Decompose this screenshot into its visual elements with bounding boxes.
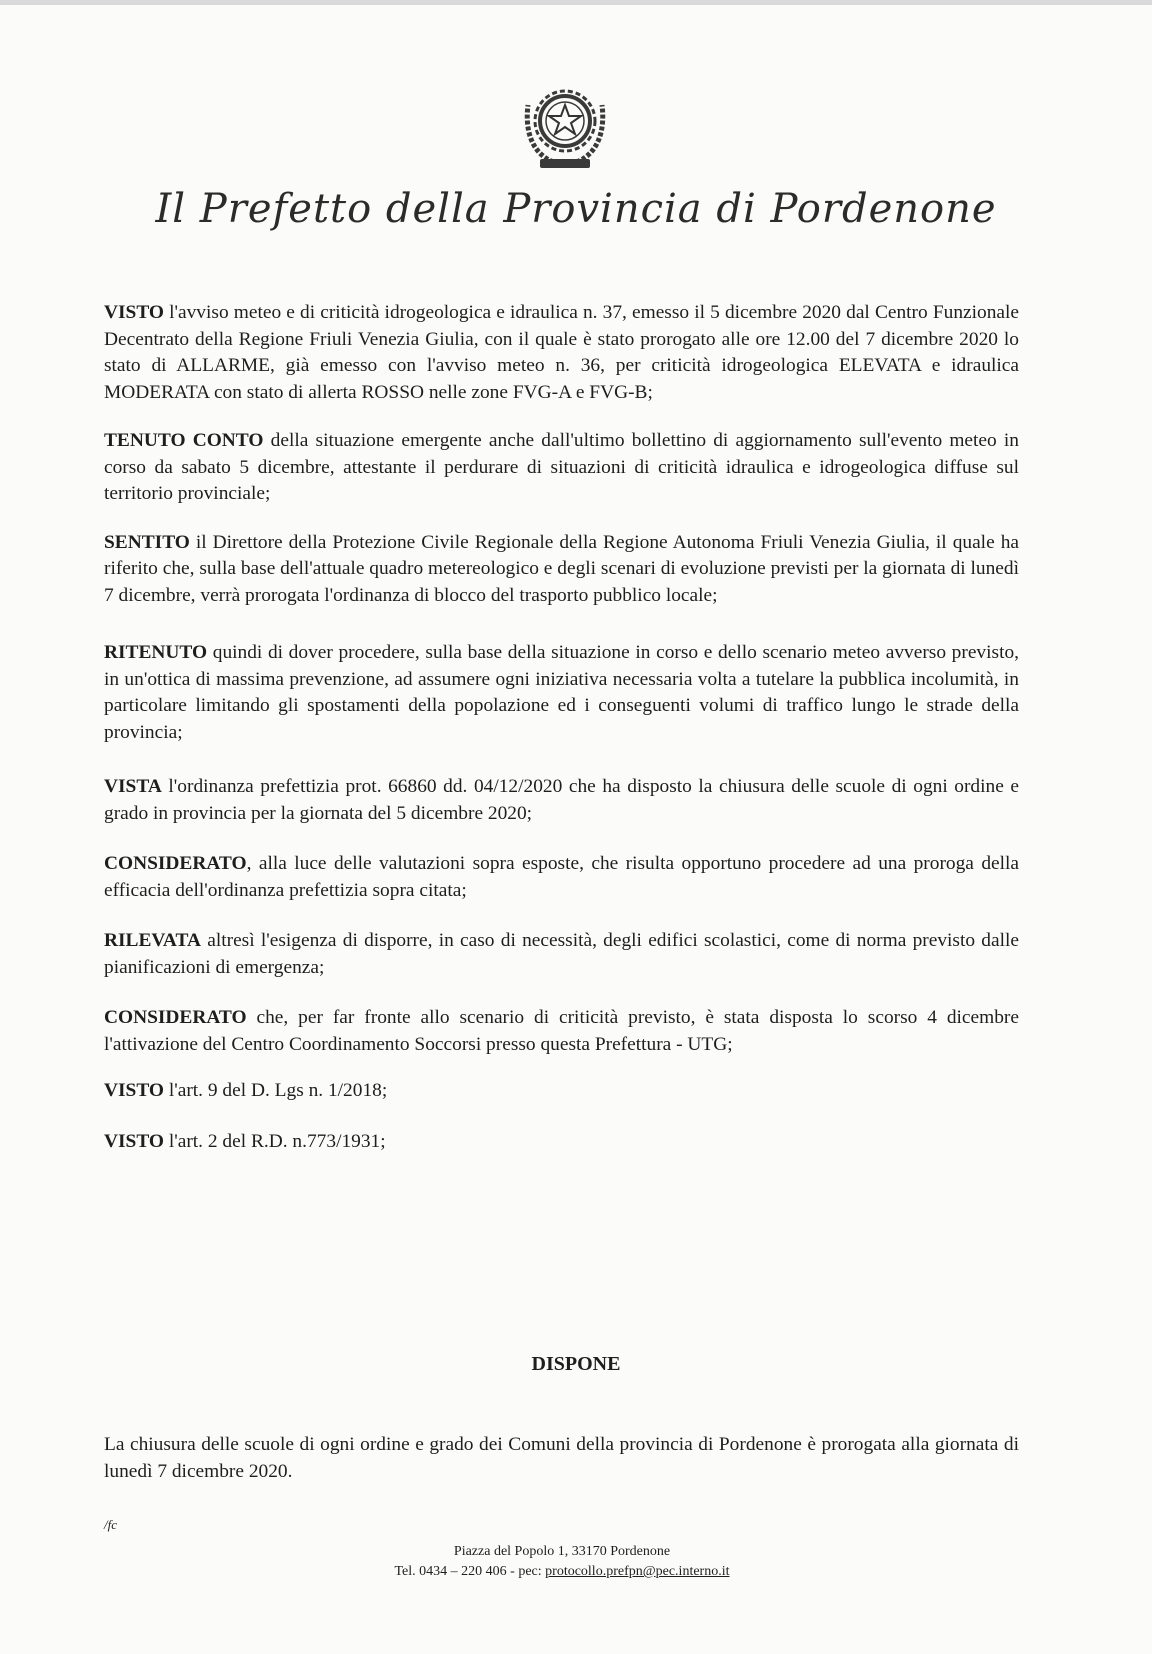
dispone-heading: DISPONE — [531, 1353, 621, 1375]
paragraph-vista-ordinanza: VISTA l'ordinanza prefettizia prot. 66860 dd. 04/12/2020 che ha disposto la chiusura delle scuole di ogni ordine e grado in provincia per la giornata del 5 dicembre 2020; — [104, 776, 1019, 824]
paragraph-tenuto-conto: TENUTO CONTO della situazione emergente anche dall'ultimo bollettino di aggiornamento sull'evento meteo in corso da sabato 5 dicembre, attestante il perdurare di situazioni di criticità idraulica e idrogeologica diffuse sul territorio provinciale; — [104, 430, 1019, 504]
paragraph-considerato-ccs: CONSIDERATO che, per far fronte allo scenario di criticità previsto, è stata disposta lo scorso 4 dicembre l'attivazione del Centro Coordinamento Soccorsi presso questa Prefettura - UTG; — [104, 1007, 1019, 1055]
paragraph-sentito: SENTITO il Direttore della Protezione Civile Regionale della Regione Autonoma Friuli Venezia Giulia, il quale ha riferito che, sulla base dell'attuale quadro metereologico e degli scenari di evoluzione previsti per la giornata di lunedì 7 dicembre, verrà prorogata l'ordinanza di blocco del trasporto pubblico locale; — [104, 531, 1019, 606]
paragraph-rilevata: RILEVATA altresì l'esigenza di disporre, in caso di necessità, degli edifici scolastici, come di norma previsto dalle pianificazioni di emergenza; — [104, 930, 1019, 978]
repubblica-italiana-emblem-icon — [518, 75, 612, 175]
paragraph-considerato-proroga: CONSIDERATO, alla luce delle valutazioni sopra esposte, che risulta opportuno procedere ad una proroga della efficacia dell'ordinanza prefettizia sopra citata; — [104, 853, 1019, 901]
prefect-heading: Il Prefetto della Provincia di Pordenone — [155, 186, 997, 232]
footer-contacts — [0, 1542, 1124, 1582]
dispone-text: La chiusura delle scuole di ogni ordine e grado dei Comuni della provincia di Pordenone è prorogata alla giornata di lunedì 7 dicembre 2020. — [104, 1434, 1019, 1482]
footer-phone-line — [0, 1562, 1124, 1582]
document-body — [104, 300, 1019, 1155]
paragraph-visto-avviso: VISTO l'avviso meteo e di criticità idrogeologica e idraulica n. 37, emesso il 5 dicembre 2020 dal Centro Funzionale Decentrato della Regione Friuli Venezia Giulia, con il quale è stato prorogato alle ore 12.00 del 7 dicembre 2020 lo stato di ALLARME, già emesso con l'avviso meteo n. 36, per criticità idrogeologica ELEVATA e idraulica MODERATA con stato di allerta ROSSO nelle zone FVG-A e FVG-B; — [104, 302, 1019, 403]
top-border — [0, 0, 1152, 5]
pec-email-link[interactable]: protocollo.prefpn@pec.interno.it — [545, 1564, 730, 1579]
author-initials: /fc — [104, 1517, 117, 1532]
paragraph-visto-rd: VISTO l'art. 2 del R.D. n.773/1931; — [104, 1130, 386, 1152]
paragraph-ritenuto: RITENUTO quindi di dover procedere, sulla base della situazione in corso e dello scenario meteo avverso previsto, in un'ottica di massima prevenzione, ad assumere ogni iniziativa necessaria volta a tutelare la pubblica incolumità, in particolare limitando gli spostamenti della popolazione ed i conseguenti volumi di traffico lungo le strade della provincia; — [104, 642, 1019, 743]
footer-phone: Tel. 0434 – 220 406 - pec: — [394, 1564, 546, 1579]
footer-address: Piazza del Popolo 1, 33170 Pordenone — [453, 1544, 671, 1559]
paragraph-visto-dlgs: VISTO l'art. 9 del D. Lgs n. 1/2018; — [104, 1080, 388, 1101]
dispone-section — [104, 1432, 1019, 1485]
